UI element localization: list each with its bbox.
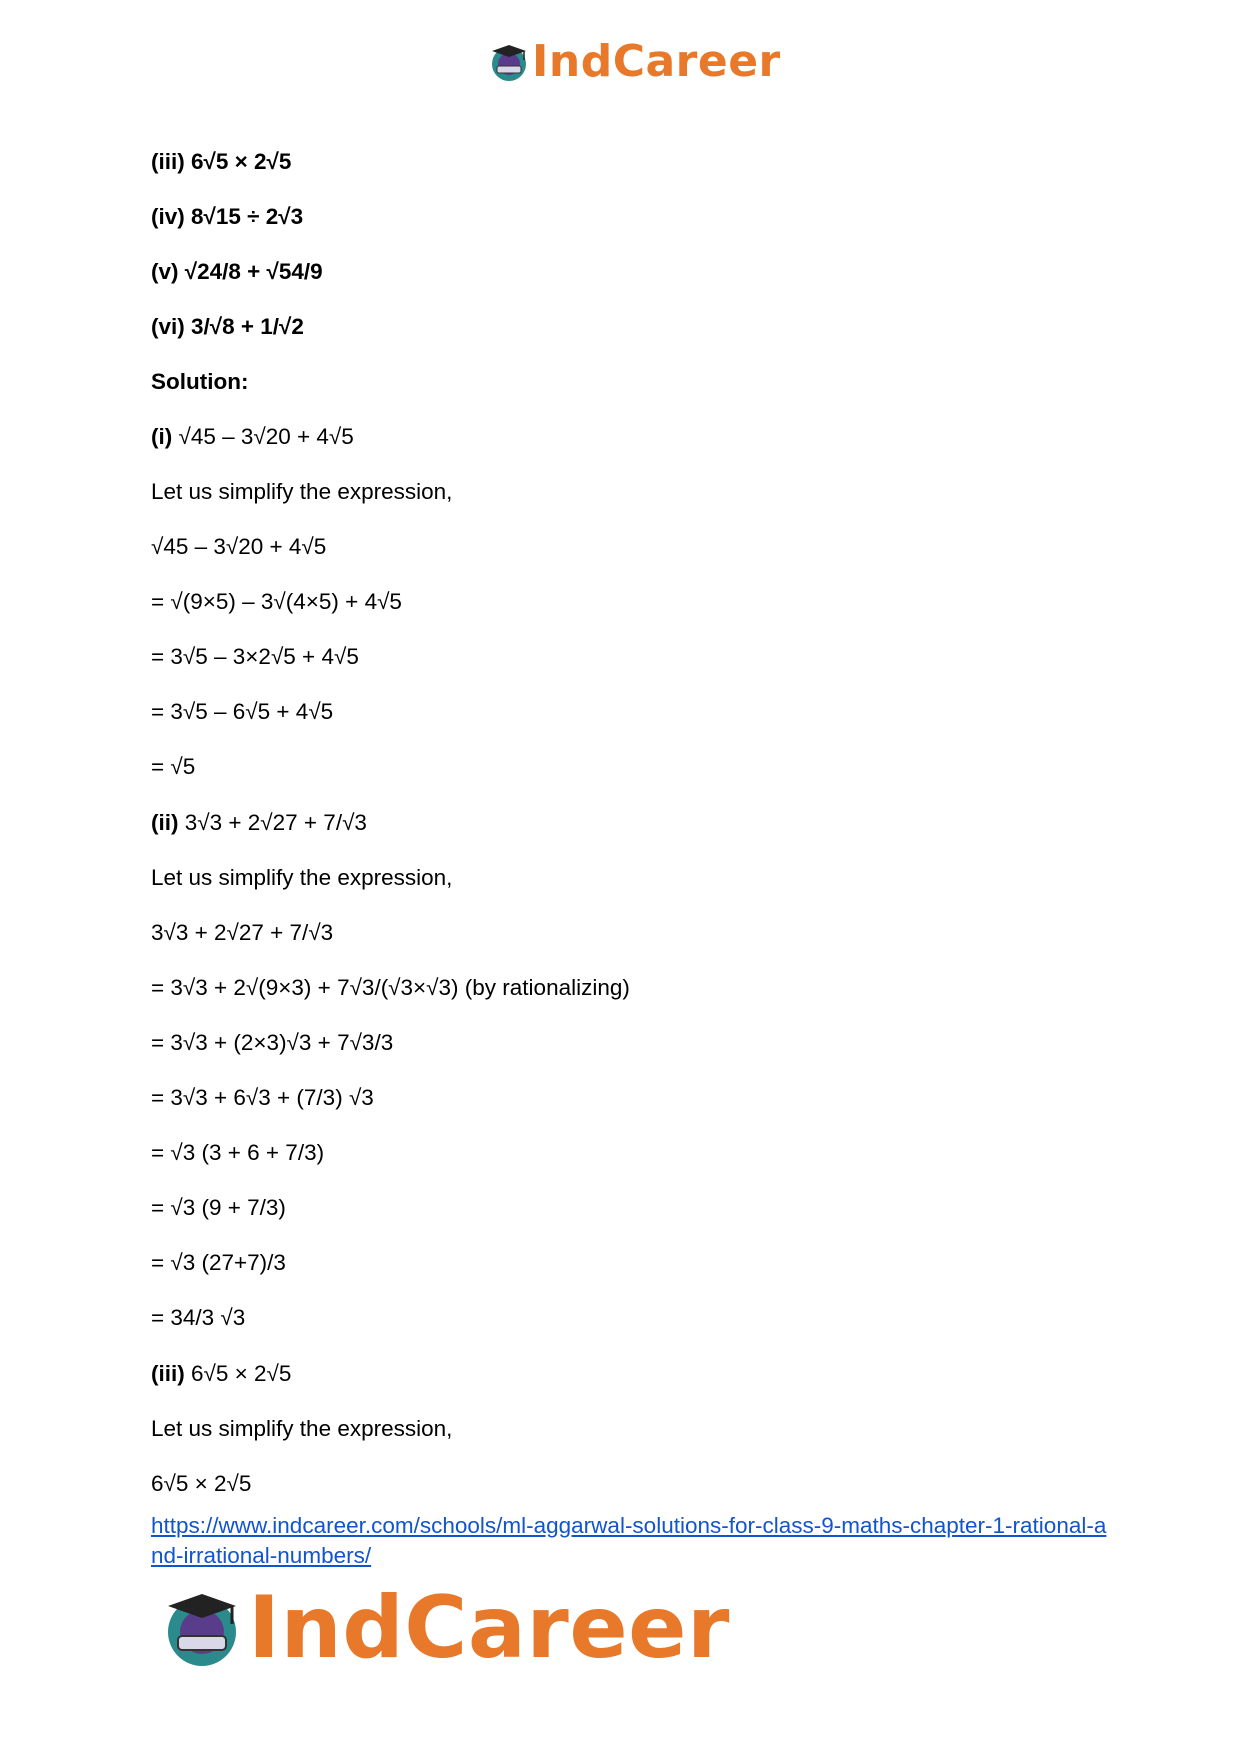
part-i-step: √45 – 3√20 + 4√5 [151,534,327,559]
part-i-step: = √(9×5) – 3√(4×5) + 4√5 [151,589,402,614]
part-iii-expr: 6√5 × 2√5 [184,1361,292,1386]
part-ii-step: = √3 (9 + 7/3) [151,1195,286,1220]
part-i-title [151,423,354,451]
source-link[interactable]: https://www.indcareer.com/schools/ml-aggarwal-solutions-for-class-9-maths-chapter-1-rational-and-irrational-numbers/ [151,1513,1107,1568]
question-iii: (iii) 6√5 × 2√5 [151,149,292,174]
part-iii-label: (iii) [151,1361,185,1386]
logo-text: IndCareer [248,1578,730,1678]
part-ii-step: = √3 (27+7)/3 [151,1250,286,1275]
part-ii-step: = 34/3 √3 [151,1305,246,1330]
header-logo [488,36,781,87]
part-i-step: = 3√5 – 3×2√5 + 4√5 [151,644,359,669]
part-i-label: (i) [151,424,173,449]
part-ii-step: = √3 (3 + 6 + 7/3) [151,1140,325,1165]
question-vi: (vi) 3/√8 + 1/√2 [151,314,304,339]
part-iii-step: 6√5 × 2√5 [151,1471,252,1496]
question-iv: (iv) 8√15 ÷ 2√3 [151,204,304,229]
part-i-expr: √45 – 3√20 + 4√5 [172,424,354,449]
question-v: (v) √24/8 + √54/9 [151,259,323,284]
part-ii-step: 3√3 + 2√27 + 7/√3 [151,920,334,945]
part-iii-title [151,1360,291,1388]
graduation-globe-icon [488,41,530,83]
part-ii-expr: 3√3 + 2√27 + 7/√3 [178,810,367,835]
footer-logo [160,1578,730,1678]
part-i-intro: Let us simplify the expression, [151,479,453,504]
part-ii-label: (ii) [151,810,179,835]
graduation-globe-icon [160,1586,244,1670]
part-ii-intro: Let us simplify the expression, [151,865,453,890]
part-i-step: = 3√5 – 6√5 + 4√5 [151,699,334,724]
part-i-step: = √5 [151,754,196,779]
part-ii-title [151,809,367,837]
solution-heading: Solution: [151,369,249,394]
part-ii-step: = 3√3 + (2×3)√3 + 7√3/3 [151,1030,394,1055]
part-ii-step: = 3√3 + 6√3 + (7/3) √3 [151,1085,374,1110]
part-iii-intro: Let us simplify the expression, [151,1416,453,1441]
logo-text: IndCareer [532,36,781,87]
part-ii-step: = 3√3 + 2√(9×3) + 7√3/(√3×√3) (by rationalizing) [151,975,630,1000]
